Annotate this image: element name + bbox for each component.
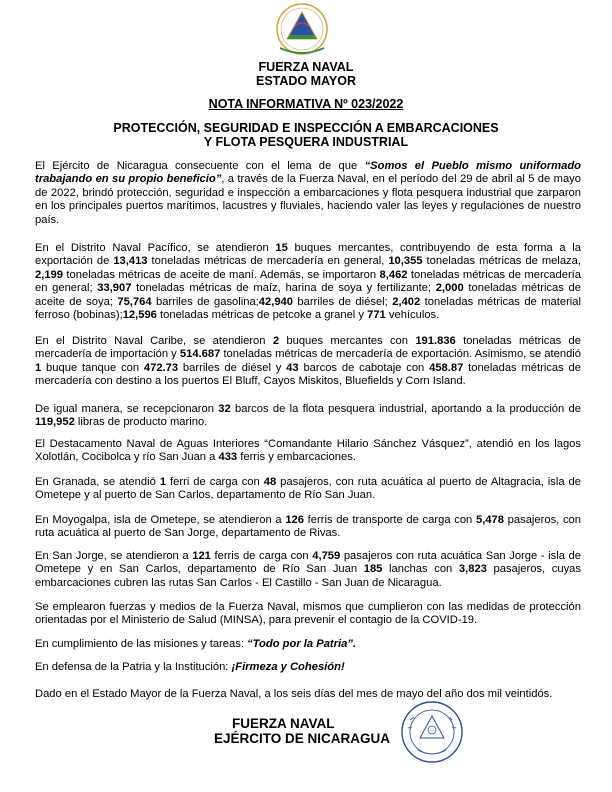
org-subtitle: ESTADO MAYOR	[255, 74, 356, 88]
paragraph-motto-patria: En cumplimiento de las misiones y tareas: “Todo por la Patria”.	[35, 638, 357, 650]
note-number: NOTA INFORMATIVA Nº 023/2022	[208, 97, 404, 111]
org-name: FUERZA NAVAL	[258, 60, 354, 74]
paragraph-motto-firmeza: En defensa de la Patria y la Institución: ¡Firmeza y Cohesión!	[35, 661, 345, 673]
paragraph-closing-date: Dado en el Estado Mayor de la Fuerza Naval, a los seis días del mes de mayo del año dos mil veintidós.	[35, 688, 553, 700]
signature-org: FUERZA NAVAL	[232, 716, 335, 731]
document-title-line2: Y FLOTA PESQUERA INDUSTRIAL	[203, 135, 409, 149]
paragraph-moyogalpa: En Moyogalpa, isla de Ometepe, se atendieron a 126 ferris de transporte de carga con 5,478 pasajeros, con ruta acuática al puerto de San Jorge, departamento de Rivas.	[35, 514, 582, 540]
paragraph-pacific: En el Distrito Naval Pacífico, se atendieron 15 buques mercantes, contribuyendo de esta forma a la exportación de 13,413 toneladas métricas de mercadería en general, 10,355 toneladas métricas de melaza, 2,199 toneladas métricas de aceite de maní. Además, se importaron 8,462 toneladas métricas de mercadería en general; 33,907 toneladas métricas de maíz, harina de soya y fertilizante; 2,000 toneladas métricas de aceite de soya; 75,764 barriles de gasolina;42,940 barriles de diésel; 2,402 toneladas métricas de material ferroso (bobinas);12,596 toneladas métricas de petcoke a granel y 771 vehículos.	[35, 242, 582, 322]
paragraph-san-jorge: En San Jorge, se atendieron a 121 ferris de carga con 4,759 pasajeros con ruta acuática San Jorge - isla de Ometepe y en San Carlos, departamento de Río San Juan 185 lanchas con 3,823 pasajeros, cuyas embarcaciones cubren las rutas San Carlos - El Castillo - San Juan de Nicaragua.	[35, 550, 581, 589]
coat-of-arms-logo	[270, 2, 334, 58]
paragraph-covid-measures: Se emplearon fuerzas y medios de la Fuerza Naval, mismos que cumplieron con las medidas de protección orientadas por el Ministerio de Salud (MINSA), para prevenir el contagio de la COVID-19.	[35, 601, 581, 627]
paragraph-fishing-fleet: De igual manera, se recepcionaron 32 barcos de la flota pesquera industrial, aportando a la producción de 119,952 libras de producto marino.	[35, 403, 581, 429]
paragraph-intro: El Ejército de Nicaragua consecuente con el lema de que “Somos el Pueblo mismo uniformado trabajando en su propio beneficio”, a través de la Fuerza Naval, en el período del 29 de abril al 5 de mayo de 2022, brindó protección, seguridad e inspección a embarcaciones y flota pesquera industrial que zarparon en los principales puertos marítimos, lacustres y fluviales, haciendo valer las leyes y regulaciones de nuestro país.	[35, 160, 581, 226]
official-stamp-seal	[400, 700, 464, 764]
paragraph-caribbean: En el Distrito Naval Caribe, se atendieron 2 buques mercantes con 191.836 toneladas métricas de mercadería de importación y 514.687 toneladas métricas de mercadería de exportación. Asimismo, se atendió 1 buque tanque con 472.73 barriles de diésel y 43 barcos de cabotaje con 458.87 toneladas métricas de mercadería con destino a los puertos El Bluff, Cayos Miskitos, Bluefields y Corn Island.	[35, 335, 582, 388]
paragraph-granada: En Granada, se atendió 1 ferri de carga con 48 pasajeros, con ruta acuática al puerto de Altagracia, isla de Ometepe y al puerto de San Carlos, departamento de Río San Juan.	[35, 476, 581, 502]
signature-army: EJÉRCITO DE NICARAGUA	[214, 731, 391, 746]
document-title-line1: PROTECCIÓN, SEGURIDAD E INSPECCIÓN A EMBARCACIONES	[113, 121, 499, 135]
paragraph-inland-waters: El Destacamento Naval de Aguas Interiores “Comandante Hilario Sánchez Vásquez”, atendió en los lagos Xolotlán, Cocibolca y río San Juan a 433 ferris y embarcaciones.	[35, 438, 581, 464]
